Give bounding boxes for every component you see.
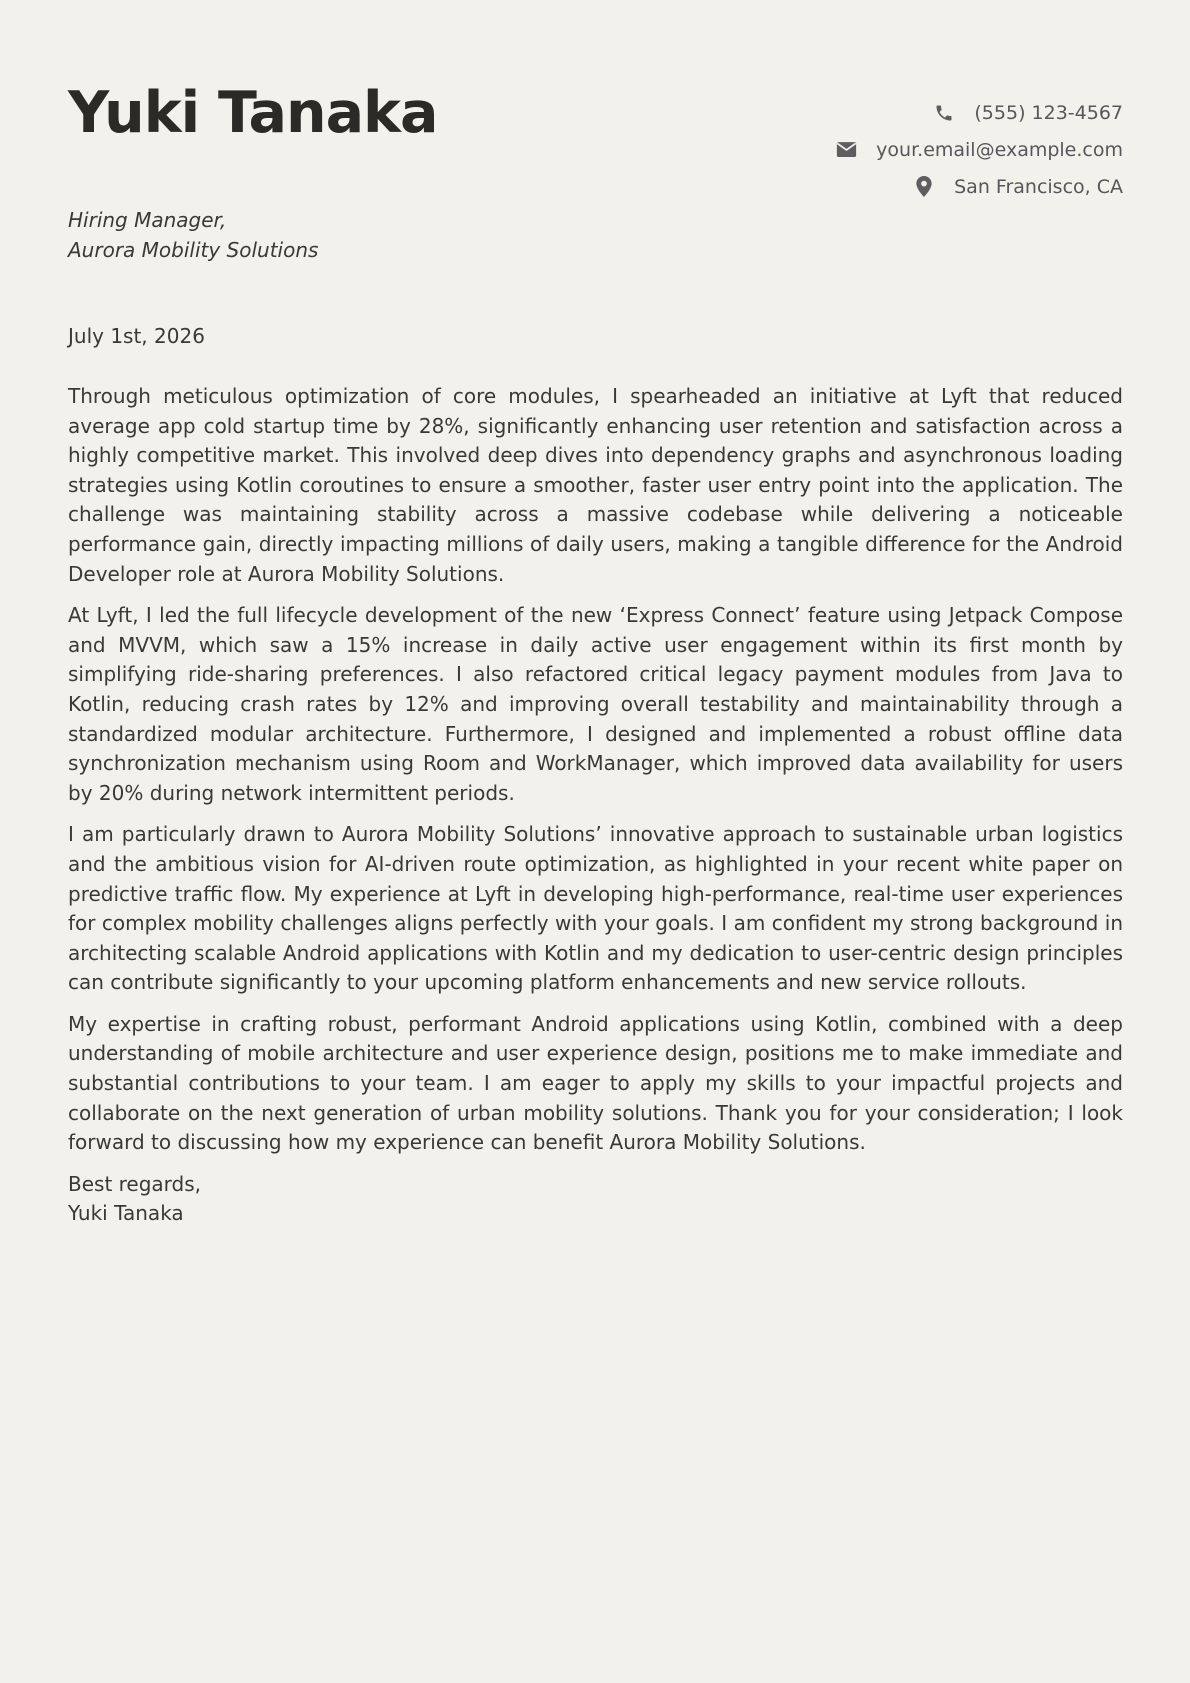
recipient-company: Aurora Mobility Solutions [68,238,319,262]
letter-body [68,382,1123,1158]
signature-name: Yuki Tanaka [68,1201,184,1226]
applicant-name: Yuki Tanaka [68,80,438,146]
body-paragraph: My expertise in crafting robust, performant Android applications using Kotlin, combined with a deep understanding of mobile architecture and user experience design, positions me to make immediate and substantial contributions to your team. I am eager to apply my skills to your impactful projects and collaborate on the next generation of urban mobility solutions. Thank you for your consideration; I look forward to discussing how my experience can benefit Aurora Mobility Solutions. [68,1011,1123,1155]
phone-number: (555) 123-4567 [974,101,1123,124]
cover-letter-page [68,0,1123,1683]
location-text: San Francisco, CA [954,175,1123,198]
contact-phone [834,94,1123,131]
signoff-block [68,1170,1123,1229]
letter-date: July 1st, 2026 [68,324,205,348]
body-paragraph: At Lyft, I led the full lifecycle development of the new ‘Express Connect’ feature using Jetpack Compose and MVVM, which saw a 15% increase in daily active user engagement within its first month by simplifying ride-sharing preferences. I also refactored critical legacy payment modules from Java to Kotlin, reducing crash rates by 12% and improving overall testability and maintainability through a standardized modular architecture. Furthermore, I designed and implemented a robust offline data synchronization mechanism using Room and WorkManager, which improved data availability for users by 20% during network intermittent periods. [68,603,1123,805]
envelope-icon [834,139,858,161]
phone-icon [932,102,956,124]
closing-text: Best regards, [68,1171,202,1196]
email-address: your.email@example.com [876,138,1123,161]
body-paragraph: I am particularly drawn to Aurora Mobility Solutions’ innovative approach to sustainable urban logistics and the ambitious vision for AI-driven route optimization, as highlighted in your recent white paper on predictive traffic flow. My experience at Lyft in developing high-performance, real-time user experiences for complex mobility challenges aligns perfectly with your goals. I am confident my strong background in architecting scalable Android applications with Kotlin and my dedication to user-centric design principles can contribute significantly to your upcoming platform enhancements and new service rollouts. [68,822,1123,995]
contact-location [834,168,1123,205]
body-paragraph: Through meticulous optimization of core modules, I spearheaded an initiative at Lyft that reduced average app cold startup time by 28%, significantly enhancing user retention and satisfaction across a highly competitive market. This involved deep dives into dependency graphs and asynchronous loading strategies using Kotlin coroutines to ensure a smoother, faster user entry point into the application. The challenge was maintaining stability across a massive codebase while delivering a noticeable performance gain, directly impacting millions of daily users, making a tangible difference for the Android Developer role at Aurora Mobility Solutions. [68,384,1123,586]
recipient-title: Hiring Manager, [68,208,227,232]
recipient-block [68,205,1123,265]
letter-header [68,0,1123,205]
contact-info [834,94,1123,205]
contact-email [834,131,1123,168]
map-pin-icon [912,176,936,198]
